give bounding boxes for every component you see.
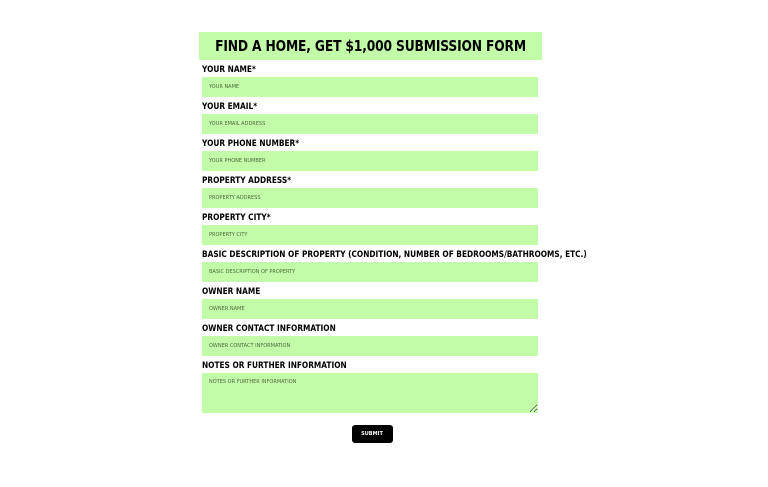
form-header	[199, 32, 542, 60]
field-property-city	[202, 213, 539, 245]
field-owner-contact	[202, 324, 539, 356]
field-your-phone	[202, 139, 539, 171]
property-description-input[interactable]	[202, 262, 538, 282]
property-city-label: PROPERTY CITY*	[202, 213, 271, 223]
field-notes	[202, 361, 539, 413]
notes-textarea[interactable]	[202, 373, 538, 413]
your-name-input[interactable]	[202, 77, 538, 97]
your-email-label: YOUR EMAIL*	[202, 102, 258, 112]
field-list	[199, 65, 587, 413]
submit-button[interactable]: SUBMIT	[352, 425, 393, 443]
owner-contact-label: OWNER CONTACT INFORMATION	[202, 324, 336, 334]
property-description-label: BASIC DESCRIPTION OF PROPERTY (CONDITION, NUMBER OF BEDROOMS/BATHROOMS, ETC.)	[202, 250, 587, 260]
property-city-input[interactable]	[202, 225, 538, 245]
your-email-input[interactable]	[202, 114, 538, 134]
submission-form	[199, 32, 587, 443]
field-your-email	[202, 102, 539, 134]
field-property-address	[202, 176, 539, 208]
form-title: FIND A HOME, GET $1,000 SUBMISSION FORM	[215, 37, 526, 55]
submit-row	[199, 425, 542, 443]
field-property-description	[202, 250, 587, 282]
property-address-label: PROPERTY ADDRESS*	[202, 176, 292, 186]
field-your-name	[202, 65, 539, 97]
field-owner-name	[202, 287, 539, 319]
your-phone-input[interactable]	[202, 151, 538, 171]
notes-label: NOTES OR FURTHER INFORMATION	[202, 361, 347, 371]
your-phone-label: YOUR PHONE NUMBER*	[202, 139, 300, 149]
property-address-input[interactable]	[202, 188, 538, 208]
owner-contact-input[interactable]	[202, 336, 538, 356]
owner-name-input[interactable]	[202, 299, 538, 319]
your-name-label: YOUR NAME*	[202, 65, 256, 75]
owner-name-label: OWNER NAME	[202, 287, 261, 297]
